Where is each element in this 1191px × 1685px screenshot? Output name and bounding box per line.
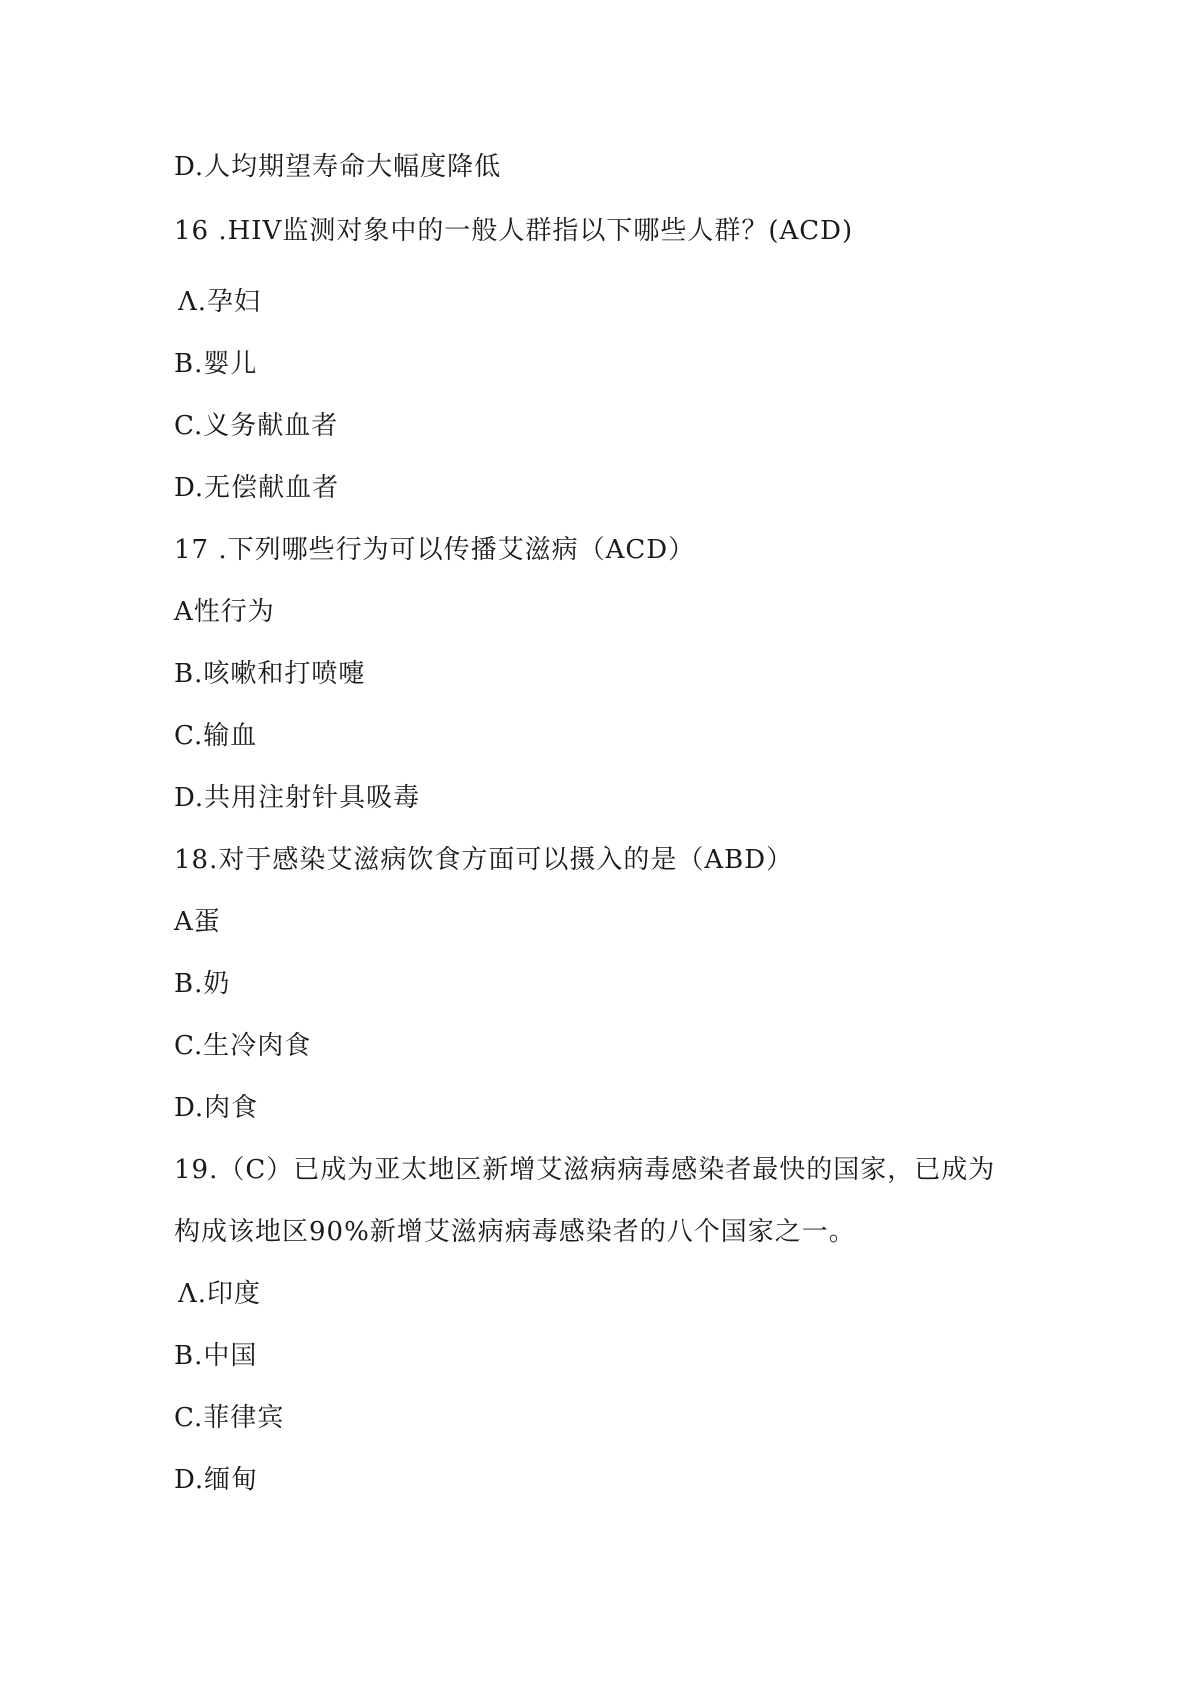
question-16-option-a: Λ.孕妇 xyxy=(178,287,262,317)
question-18-option-b: B.奶 xyxy=(174,969,231,999)
question-16-option-d: D.无偿献血者 xyxy=(174,473,340,503)
question-18-option-c: C.生冷肉食 xyxy=(174,1031,312,1061)
question-19-option-c: C.菲律宾 xyxy=(174,1403,285,1433)
question-17-text: 17 .下列哪些行为可以传播艾滋病（ACD） xyxy=(174,535,696,565)
question-19-text-line-2: 构成该地区90%新增艾滋病病毒感染者的八个国家之一。 xyxy=(174,1217,856,1247)
question-18-text: 18.对于感染艾滋病饮食方面可以摄入的是（ABD） xyxy=(174,845,794,875)
question-17-option-b: B.咳嗽和打喷嚏 xyxy=(174,659,366,689)
question-18-option-d: D.肉食 xyxy=(174,1093,259,1123)
question-19-option-b: B.中国 xyxy=(174,1341,258,1371)
question-17-option-a: A性行为 xyxy=(174,597,275,627)
question-17-option-c: C.输血 xyxy=(174,721,258,751)
question-17-option-d: D.共用注射针具吸毒 xyxy=(174,783,421,813)
question-18-option-a: A蛋 xyxy=(174,907,221,937)
question-16-text: 16 .HIV监测对象中的一般人群指以下哪些人群？(ACD) xyxy=(174,216,854,246)
question-16-option-c: C.义务献血者 xyxy=(174,411,339,441)
question-16-option-b: B.婴儿 xyxy=(174,349,258,379)
question-19-option-a: Λ.印度 xyxy=(178,1279,262,1309)
question-19-text-line-1: 19.（C）已成为亚太地区新增艾滋病病毒感染者最快的国家，已成为 xyxy=(174,1155,996,1185)
question-15-option-d: D.人均期望寿命大幅度降低 xyxy=(174,152,502,182)
question-19-option-d: D.缅甸 xyxy=(174,1465,259,1495)
